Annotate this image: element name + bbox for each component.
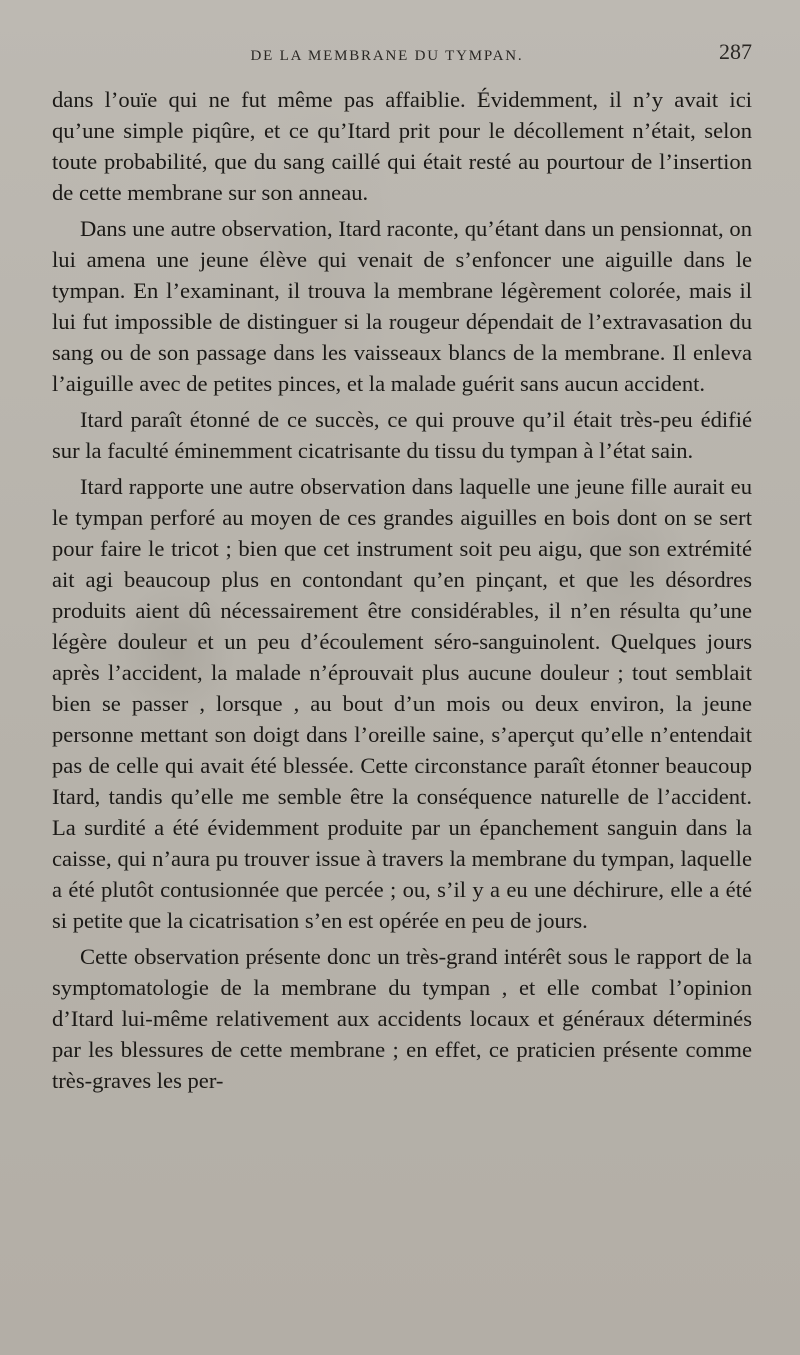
running-title: DE LA MEMBRANE DU TYMPAN. xyxy=(250,48,524,64)
body-text xyxy=(52,84,752,1096)
paragraph-5: Cette observation présente donc un très-grand intérêt sous le rapport de la symptomatologie de la membrane du tympan , et elle combat l’opinion d’Itard lui-même relativement aux accidents locaux et généraux déterminés par les blessures de cette membrane ; en effet, ce praticien présente comme très-graves les per- xyxy=(52,944,752,1093)
page-header xyxy=(52,28,752,68)
paragraph-2: Dans une autre observation, Itard raconte, qu’étant dans un pensionnat, on lui amena une jeune élève qui venait de s’enfoncer une aiguille dans le tympan. En l’examinant, il trouva la membrane légèrement colorée, mais il lui fut impossible de distinguer si la rougeur dépendait de l’extravasation du sang ou de son passage dans les vaisseaux blancs de la membrane. Il enleva l’aiguille avec de petites pinces, et la malade guérit sans aucun accident. xyxy=(52,216,752,396)
paragraph-3: Itard paraît étonné de ce succès, ce qui prouve qu’il était très-peu édifié sur la faculté éminemment cicatrisante du tissu du tympan à l’état sain. xyxy=(52,407,752,463)
paragraph-1: dans l’ouïe qui ne fut même pas affaiblie. Évidemment, il n’y avait ici qu’une simple piqûre, et ce qu’Itard prit pour le décollement n’était, selon toute probabilité, que du sang caillé qui était resté au pourtour de l’insertion de cette membrane sur son anneau. xyxy=(52,87,752,205)
paragraph-4: Itard rapporte une autre observation dans laquelle une jeune fille aurait eu le tympan perforé au moyen de ces grandes aiguilles en bois dont on se sert pour faire le tricot ; bien que cet instrument soit peu aigu, que son extrémité ait agi beaucoup plus en contondant qu’en pinçant, et que les désordres produits aient dû nécessairement être considérables, il n’en résulta qu’une légère douleur et un peu d’écoulement séro-sanguinolent. Quelques jours après l’accident, la malade n’éprouvait plus aucune douleur ; tout semblait bien se passer , lorsque , au bout d’un mois ou deux environ, la jeune personne mettant son doigt dans l’oreille saine, s’aperçut qu’elle n’entendait pas de celle qui avait été blessée. Cette circonstance paraît étonner beaucoup Itard, tandis qu’elle me semble être la conséquence naturelle de l’accident. La surdité a été évidemment produite par un épanchement sanguin dans la caisse, qui n’aura pu trouver issue à travers la membrane du tympan, laquelle a été plutôt contusionnée que percée ; ou, s’il y a eu une déchirure, elle a été si petite que la cicatrisation s’en est opérée en peu de jours. xyxy=(52,474,752,933)
page-number: 287 xyxy=(719,39,752,64)
